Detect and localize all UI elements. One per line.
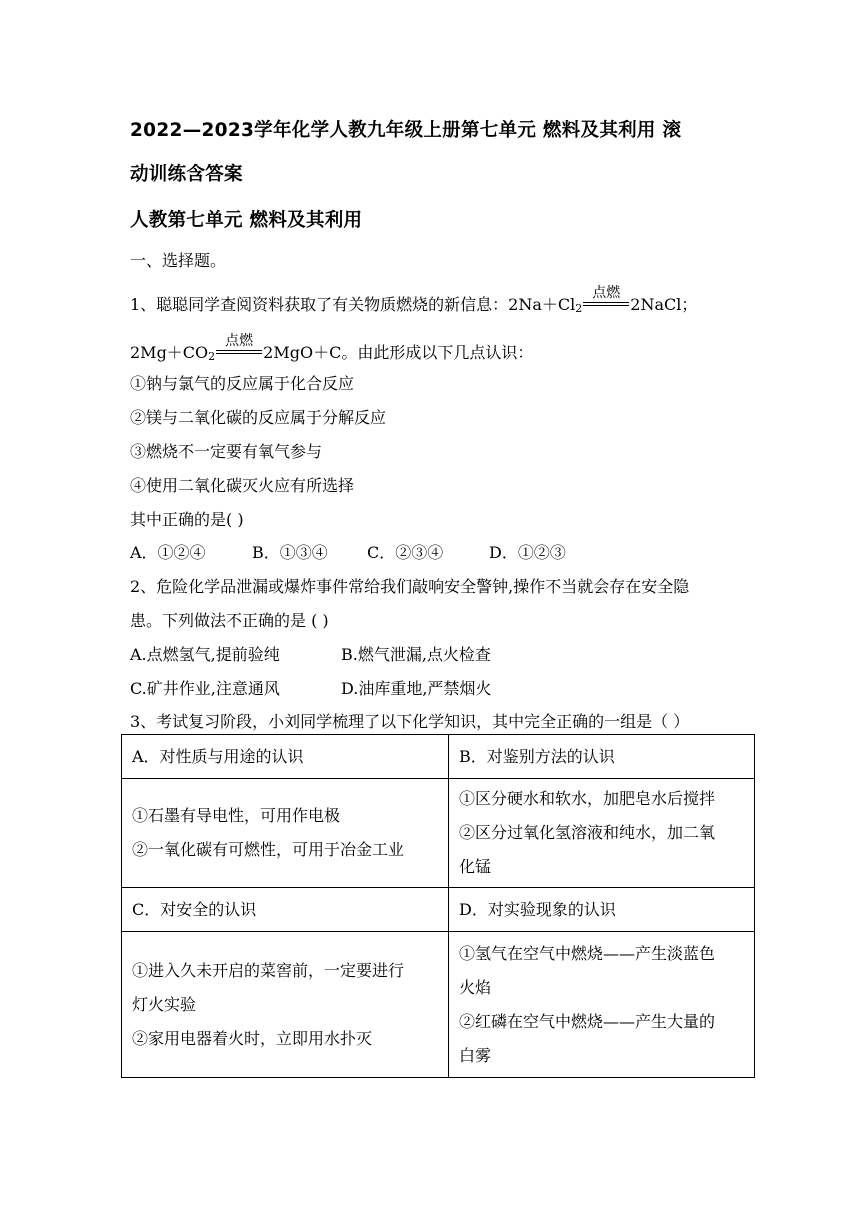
doc-title-line1: 2022—2023学年化学人教九年级上册第七单元 燃料及其利用 滚 (130, 120, 682, 141)
q2-option-d: D.油库重地,严禁烟火 (341, 679, 492, 698)
q3-stem: 3、考试复习阶段，小刘同学梳理了以下化学知识，其中完全正确的一组是（ ） (130, 712, 690, 731)
q3-c-item1b: 灯火实验 (132, 994, 197, 1014)
q2-option-c: C.矿井作业,注意通风 (130, 679, 280, 698)
q3-cell-d-body (449, 932, 755, 1078)
q3-c-item2: ②家用电器着火时，立即用水扑灭 (132, 1028, 373, 1048)
q3-cell-a-body (122, 779, 449, 888)
q1-statement-3: ③燃烧不一定要有氧气参与 (130, 442, 323, 461)
q3-a-item1: ①石墨有导电性，可用作电极 (132, 806, 341, 825)
q1-option-c: C．②③④ (367, 543, 444, 562)
q2-options-row2 (130, 676, 491, 699)
q3-table (121, 734, 755, 1078)
q1-text-c: 2Mg＋CO (130, 343, 209, 362)
q3-b-item1: ①区分硬水和软水，加肥皂水后搅拌 (459, 789, 716, 808)
section-heading: 一、选择题。 (130, 251, 227, 270)
q1-line2 (130, 333, 534, 363)
reaction-arrow (216, 333, 262, 358)
doc-subtitle: 人教第七单元 燃料及其利用 (130, 210, 363, 231)
q1-options (130, 540, 566, 563)
q3-d-item1a: ①氢气在空气中燃烧——产生淡蓝色 (459, 943, 716, 963)
q2-line1: 2、危险化学品泄漏或爆炸事件常给我们敲响安全警钟,操作不当就会存在安全隐 (130, 577, 690, 596)
q2-option-a: A.点燃氢气,提前验纯 (130, 645, 280, 664)
q3-b-item2b: 化锰 (459, 857, 492, 876)
reaction-condition: 点燃 (225, 333, 254, 349)
doc-title-line2: 动训练含答案 (130, 164, 243, 185)
q3-cell-b-body (449, 779, 755, 888)
q1-statement-1: ①钠与氯气的反应属于化合反应 (130, 374, 355, 393)
q1-text-a: 1、聪聪同学查阅资料获取了有关物质燃烧的新信息：2Na＋Cl (130, 295, 576, 314)
q1-statement-4: ④使用二氧化碳灭火应有所选择 (130, 476, 355, 495)
q1-option-b: B．①③④ (252, 543, 328, 562)
q2-options-row1 (130, 642, 491, 665)
q3-d-item1b: 火焰 (459, 977, 492, 997)
q1-sub-c: 2 (208, 350, 216, 363)
q2-option-b: B.燃气泄漏,点火检查 (341, 645, 491, 664)
q3-d-item2a: ②红磷在空气中燃烧——产生大量的 (459, 1011, 716, 1031)
reaction-condition: 点燃 (592, 285, 621, 301)
q1-option-d: D．①②③ (489, 543, 566, 562)
q1-text-d: 2MgO＋C。由此形成以下几点认识： (263, 343, 534, 362)
q3-c-item1a: ①进入久未开启的菜窖前，一定要进行 (132, 960, 405, 980)
q2-line2: 患。下列做法不正确的是 ( ) (130, 611, 329, 630)
q1-sub-a: 2 (575, 302, 583, 315)
q1-statement-2: ②镁与二氧化碳的反应属于分解反应 (130, 408, 387, 427)
q1-line1 (130, 285, 698, 315)
q3-cell-c-head: C．对安全的认识 (122, 888, 449, 932)
q1-option-a: A．①②④ (130, 543, 206, 562)
q3-cell-c-body (122, 932, 449, 1078)
q3-cell-d-head: D．对实验现象的认识 (449, 888, 755, 932)
reaction-arrow (583, 285, 629, 310)
q1-ask: 其中正确的是( ) (130, 510, 244, 529)
q3-d-item2b: 白雾 (459, 1045, 492, 1065)
q3-b-item2a: ②区分过氧化氢溶液和纯水，加二氧 (459, 823, 716, 842)
q3-cell-b-head: B．对鉴别方法的认识 (449, 735, 755, 779)
q3-a-item2: ②一氧化碳有可燃性，可用于冶金工业 (132, 840, 405, 859)
q3-cell-a-head: A．对性质与用途的认识 (122, 735, 449, 779)
q1-text-b: 2NaCl； (630, 295, 698, 314)
